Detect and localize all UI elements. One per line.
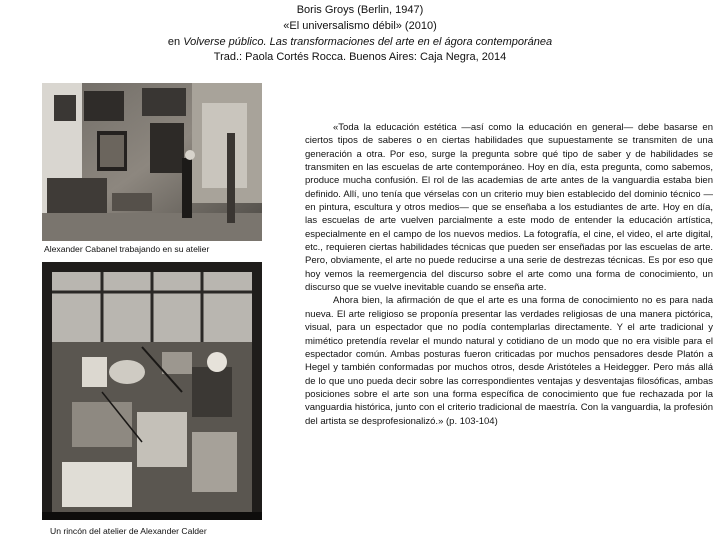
calder-photo-caption: Un rincón del atelier de Alexander Calder — [50, 526, 207, 536]
header — [0, 3, 720, 66]
book-line — [0, 35, 720, 51]
book-line-prefix: en — [167, 35, 184, 48]
calder-studio-photo — [42, 262, 262, 520]
essay-line: «El universalismo débil» (2010) — [283, 19, 437, 32]
groys-quote — [305, 121, 713, 428]
quote-paragraph-2: Ahora bien, la afirmación de que el arte es una forma de conocimiento no es para nada nueva. El arte religioso se proponía presentar las verdades religiosas de una manera pictórica, visual, para un espectador que no podía contemplarlas directamente. Y el arte tradicional y mimético pretendía revelar el mundo natural y cotidiano de un modo que no era visible para el espectador común. Ambas posturas fueron criticadas por muchos pensadores desde Platón a Hegel y también conformadas por muchos otros, desde Aristóteles a Heidegger. Pero más allá de lo que uno pueda decir sobre las correspondientes ventajas y desventajas filosóficas, ambas posiciones sobre el arte son una forma específica de conocimiento que fue rechazada por la vanguardia histórica, junto con el criterio tradicional de maestría. Con la vanguardia, la profesión del artista se desprofesionalizó.» (p. 103-104) — [305, 295, 713, 427]
quote-paragraph-1: «Toda la educación estética —así como la educación en general— debe basarse en ciertos tipos de saberes o en ciertas habilidades que supuestamente se transmiten de una generación a otra. Por eso, surge la pregunta sobre qué tipo de saber y de habilidades se transmiten en las escuelas de arte contemporáneo. Hoy en día, esta pregunta, como sabemos, produce mucha confusión. El rol de las academias de arte antes de la vanguardia estaba bien definido. Allí, uno tenía que vérselas con un criterio muy bien establecido del dominio técnico —en pintura, escultura y otros medios— que se enseñaba a los estudiantes de arte. Hoy en día, las escuelas de arte vuelven parcialmente a este modo de entender la educación artística, especialmente en el campo de los nuevos medios. La fotografía, el cine, el video, el arte digital, etc., requieren ciertas habilidades técnicas que pueden ser enseñadas por las escuelas de arte. Pero, obviamente, el arte no puede reducirse a una serie de destrezas técnicas. Es por eso que hoy vemos la reemergencia del discurso sobre el arte como una forma de conocimiento, un discurso que se vuelve inevitable cuando se enseña arte. — [305, 122, 713, 294]
translation-line: Trad.: Paola Cortés Rocca. Buenos Aires: Caja Negra, 2014 — [213, 51, 507, 64]
book-title: Volverse público. Las transformaciones del arte en el ágora contemporánea — [183, 35, 553, 48]
author-line: Boris Groys (Berlin, 1947) — [296, 4, 424, 16]
cabanel-studio-photo — [42, 83, 262, 241]
cabanel-photo-caption: Alexander Cabanel trabajando en su atelier — [44, 244, 210, 254]
